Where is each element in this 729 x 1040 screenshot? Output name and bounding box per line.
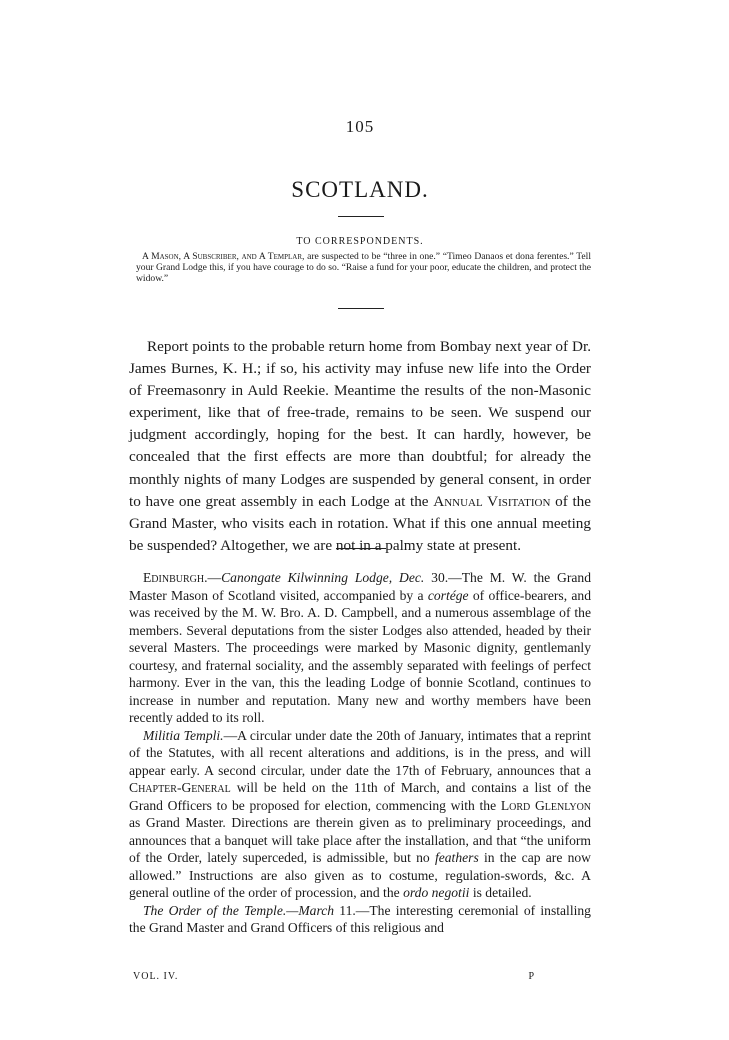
- chapter-general: Chapter-General: [129, 780, 231, 795]
- page-title: SCOTLAND.: [291, 177, 429, 202]
- militia-text-2: will be held on the 11th of March, and contains a list of the Grand Officers to be proposed for election, commencing with the: [129, 780, 591, 813]
- militia-text-5: is detailed.: [472, 885, 532, 900]
- correspondents-notice: [136, 251, 591, 284]
- edinburgh-text-1: —The M. W. the Grand Master Mason of Scotland visited, accompanied by a: [129, 570, 591, 603]
- order-paragraph: [129, 902, 591, 937]
- intro-text-before: Report points to the probable return home from Bombay next year of Dr. James Burnes, K. H.; if so, his activity may infuse new life into the Order of Freemasonry in Auld Reekie. Meantime the results of the non-Masonic experiment, like that of free-trade, remains to be seen. We suspend our judgment accordingly, hoping for the best. It can hardly, however, be concealed that the first effects are more than doubtful; for already the monthly nights of many Lodges are suspended by general consent, in order to have one great assembly in each Lodge at the: [129, 338, 591, 510]
- order-label: The Order of the Temple.—March: [143, 902, 335, 918]
- edinburgh-date: 30.: [431, 570, 449, 585]
- volume-label: VOL. IV.: [133, 971, 179, 982]
- edinburgh-place: Edinburgh.: [143, 570, 208, 585]
- section-divider: [338, 308, 384, 309]
- correspondents-heading: TO CORRESPONDENTS.: [296, 236, 424, 247]
- order-text: —The interesting ceremonial of installing the Grand Master and Grand Officers of this religious and: [129, 902, 591, 935]
- correspondents-names: A Mason, A Subscriber, and A Templar,: [142, 251, 305, 262]
- militia-text-1: —A circular under date the 20th of January, intimates that a reprint of the Statutes, with all recent alterations and additions, is in the press, and will appear early. A second circular, under date the 17th of February, announces that a: [129, 727, 591, 778]
- cortege-word: cortége: [427, 587, 469, 603]
- annual-visitation: Annual Visitation: [433, 492, 551, 510]
- militia-text-4: in the cap are now allowed.” Instructions are also given as to costume, regulation-swords, &c. A general outline of the order of procession, and the: [129, 850, 592, 900]
- intro-text-after: of the Grand Master, who visits each in rotation. What if this one annual meeting be suspended? Altogether, we are not in a palmy state at present.: [129, 492, 592, 554]
- page-number: 105: [345, 117, 375, 136]
- ordo-negotii: ordo negotii: [403, 885, 470, 900]
- militia-paragraph: [129, 727, 591, 902]
- feathers-word: feathers: [434, 850, 479, 865]
- edinburgh-text-2: of office-bearers, and was received by the M. W. Bro. A. D. Campbell, and a numerous assemblage of the members. Several deputations from the sister Lodges also attended, headed by their several Masters. The proceedings were marked by Masonic dignity, gentlemanly courtesy, and fraternal sociality, and the assembly separated with feelings of perfect harmony. Ever in the van, this the leading Lodge of bonnie Scotland, continues to increase in number and reputation. Many new and worthy members have been recently added to its roll.: [129, 587, 591, 725]
- militia-label: Militia Templi.: [143, 727, 224, 743]
- lord-glenlyon: Lord Glenlyon: [500, 797, 592, 813]
- intro-paragraph: [129, 336, 591, 557]
- militia-text-3: as Grand Master. Directions are therein given as to preliminary proceedings, and announces that a banquet will take place after the installation, and that “the uniform of the Order, lately superceded, is admissible, but no: [129, 815, 591, 865]
- news-section: [129, 569, 591, 937]
- edinburgh-paragraph: Edinburgh.—Canongate Kilwinning Lodge, Dec. 30.—The M. W. the Grand Master Mason of Scotland visited, accompanied by a cortége of office-bearers, and was received by the M. W. Bro. A. D. Campbell, and a numerous assemblage of the members. Several deputations from the sister Lodges also attended, headed by their several Masters. The proceedings were marked by Masonic dignity, gentlemanly courtesy, and fraternal sociality, and the assembly separated with feelings of perfect harmony. Ever in the van, this the leading Lodge of bonnie Scotland, continues to increase in number and reputation. Many new and worthy members have been recently added to its roll.: [129, 570, 591, 725]
- section-divider: [336, 548, 386, 549]
- correspondents-text: are suspected to be “three in one.” “Timeo Danaos et dona ferentes.” Tell your Grand Lodge this, if you have courage to do so. “Raise a fund for your poor, educate the children, and protect the widow.”: [136, 251, 591, 284]
- section-divider: [338, 216, 384, 217]
- order-date: 11.: [339, 902, 356, 918]
- edinburgh-lodge: Canongate Kilwinning Lodge, Dec.: [221, 570, 425, 585]
- signature-mark: P: [528, 971, 535, 982]
